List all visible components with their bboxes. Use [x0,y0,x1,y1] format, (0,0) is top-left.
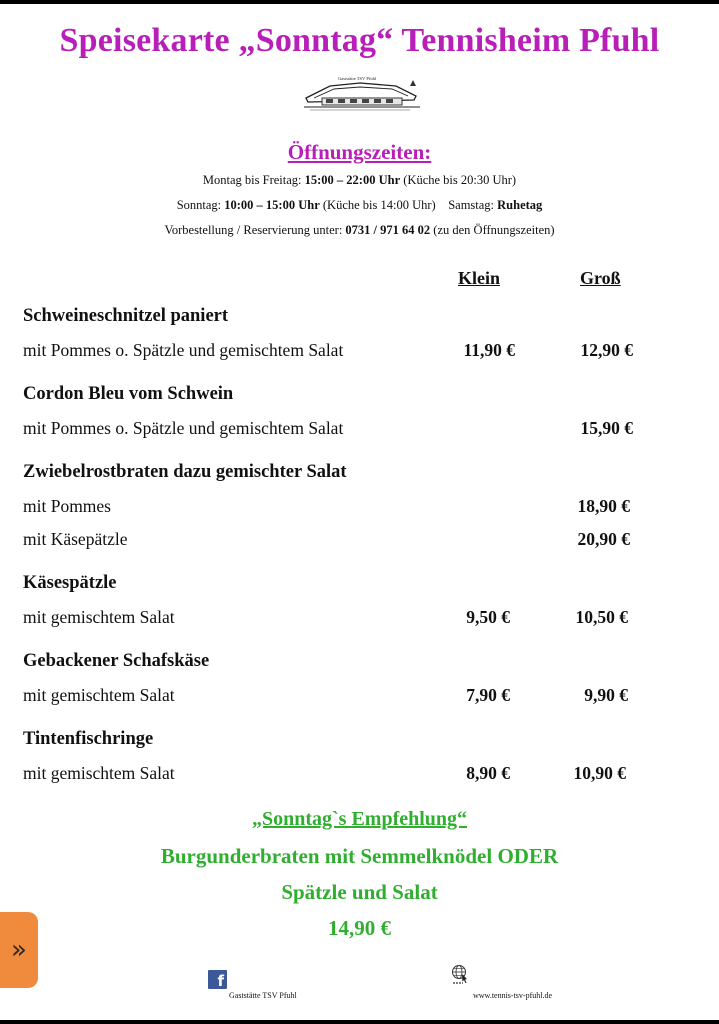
column-header-large: Groß [580,268,621,288]
price-small: 8,90 € [466,763,510,783]
price-small: 7,90 € [466,685,510,705]
expand-sidebar-button[interactable] [0,912,38,988]
dish-name: Cordon Bleu vom Schwein [23,384,234,404]
hours-weekdays: Montag bis Freitag: 15:00 – 22:00 Uhr (Küche bis 20:30 Uhr) [202,173,517,187]
price-large: 10,90 € [573,763,626,783]
menu-title: Speisekarte „Sonntag“ Tennisheim Pfuhl [59,22,660,59]
dish-side: mit Pommes o. Spätzle und gemischtem Salat [23,418,344,438]
dish-side: mit Pommes o. Spätzle und gemischtem Salat [23,340,344,360]
price-large: 20,90 € [577,529,630,549]
price-large: 10,50 € [575,607,628,627]
globe-icon[interactable] [450,964,470,986]
top-border [0,0,719,4]
dish-side: mit gemischtem Salat [23,607,175,627]
double-chevron-right-icon: » [11,935,27,965]
dish-name: Schweineschnitzel paniert [23,306,229,326]
recommendation-side: Spätzle und Salat [281,880,438,904]
dish-side: mit Pommes [23,496,111,516]
price-large: 18,90 € [577,496,630,516]
hours-sunday-saturday: Sonntag: 10:00 – 15:00 Uhr (Küche bis 14:00 Uhr) Samstag: Ruhetag [176,198,543,212]
recommendation-heading: „Sonntag`s Empfehlung“ [251,808,468,830]
price-large: 15,90 € [580,418,633,438]
facebook-icon[interactable]: f [208,970,227,989]
recommendation-price: 14,90 € [328,916,391,940]
reservation-info: Vorbestellung / Reservierung unter: 0731 / 971 64 02 (zu den Öffnungszeiten) [164,223,555,237]
dish-name: Zwiebelrostbraten dazu gemischter Salat [23,462,347,482]
price-small: 9,50 € [466,607,510,627]
facebook-label: Gaststätte TSV Pfuhl [229,991,297,1000]
clubhouse-logo [300,74,424,114]
bottom-border [0,1020,719,1024]
price-small: 11,90 € [463,340,515,360]
dish-side: mit gemischtem Salat [23,685,175,705]
dish-name: Tintenfischringe [23,729,154,749]
svg-text:Gaststätte TSV Pfuhl: Gaststätte TSV Pfuhl [338,76,377,81]
website-link[interactable]: www.tennis-tsv-pfuhl.de [473,991,553,1000]
opening-hours-heading: Öffnungszeiten: [287,140,432,164]
price-large: 12,90 € [580,340,633,360]
price-large: 9,90 € [584,685,628,705]
recommendation-dish: Burgunderbraten mit Semmelknödel ODER [160,844,559,868]
dish-name: Gebackener Schafskäse [23,651,210,671]
dish-name: Käsespätzle [23,573,117,593]
dish-side: mit gemischtem Salat [23,763,175,783]
column-header-small: Klein [458,268,501,288]
dish-side: mit Käsepätzle [23,529,128,549]
